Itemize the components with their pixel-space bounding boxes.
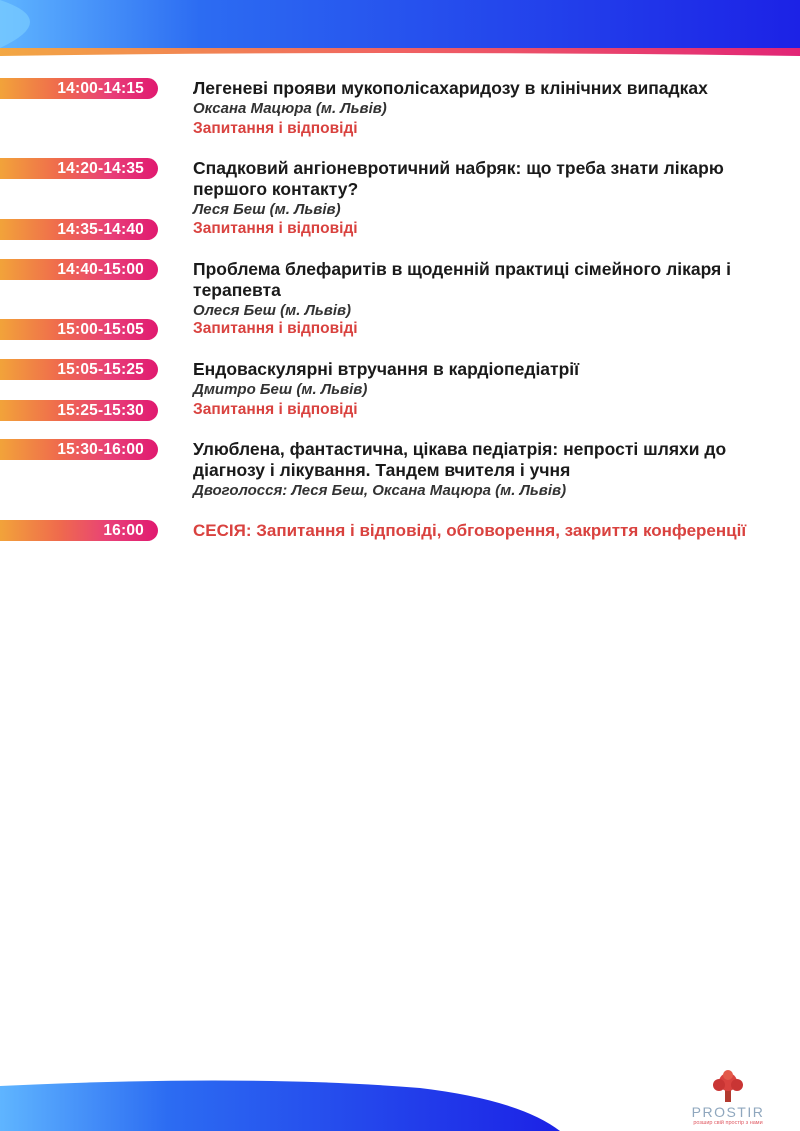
- time-badge: 14:40-15:00: [0, 259, 158, 280]
- time-badge: 14:20-14:35: [0, 158, 158, 179]
- time-badge: 15:25-15:30: [0, 400, 158, 421]
- qa-label: Запитання і відповіді: [193, 320, 358, 337]
- agenda-item: [193, 400, 783, 420]
- talk-title: Спадковий ангіоневротичний набряк: що треба знати лікарю першого контакту?: [193, 158, 724, 199]
- time-badge: 14:35-14:40: [0, 219, 158, 240]
- prostir-logo: [678, 1070, 778, 1128]
- qa-label: Запитання і відповіді: [193, 120, 358, 137]
- agenda-item: [193, 219, 783, 239]
- speaker-name: Дмитро Беш (м. Львів): [193, 381, 368, 398]
- qa-label: Запитання і відповіді: [193, 401, 358, 418]
- speaker-name: Олеся Беш (м. Львів): [193, 302, 352, 319]
- logo-tagline: розшир свій простір з нами: [693, 1120, 763, 1126]
- agenda-item: [193, 78, 783, 139]
- talk-title: Проблема блефаритів в щоденній практиці сімейного лікаря і терапевта: [193, 259, 731, 300]
- agenda-item: [193, 259, 783, 321]
- qa-label: Запитання і відповіді: [193, 220, 358, 237]
- logo-wordmark: PROSTIR: [691, 1104, 765, 1120]
- talk-title: Легеневі прояви мукополісахаридозу в клінічних випадках: [193, 78, 708, 98]
- time-badge: 15:00-15:05: [0, 319, 158, 340]
- tree-icon: [678, 1070, 778, 1104]
- speaker-name: Леся Беш (м. Львів): [193, 201, 341, 218]
- time-badge: 15:30-16:00: [0, 439, 158, 460]
- agenda-item: [193, 359, 783, 400]
- talk-title: Ендоваскулярні втручання в кардіопедіатрії: [193, 359, 580, 379]
- time-badge: 14:00-14:15: [0, 78, 158, 99]
- speaker-name: Двоголосся: Леся Беш, Оксана Мацюра (м. Львів): [193, 482, 567, 499]
- header-gradient-band: [0, 0, 800, 58]
- agenda-item: [193, 520, 783, 541]
- time-badge: 16:00: [0, 520, 158, 541]
- agenda-item: [193, 158, 783, 220]
- agenda-item: [193, 439, 783, 501]
- closing-session-title: СЕСІЯ: Запитання і відповіді, обговорення, закриття конференції: [193, 521, 747, 540]
- agenda-item: [193, 319, 783, 339]
- speaker-name: Оксана Мацюра (м. Львів): [193, 100, 387, 117]
- talk-title: Улюблена, фантастична, цікава педіатрія: непрості шляхи до діагнозу і лікування. Тандем вчителя і учня: [193, 439, 727, 480]
- time-badge: 15:05-15:25: [0, 359, 158, 380]
